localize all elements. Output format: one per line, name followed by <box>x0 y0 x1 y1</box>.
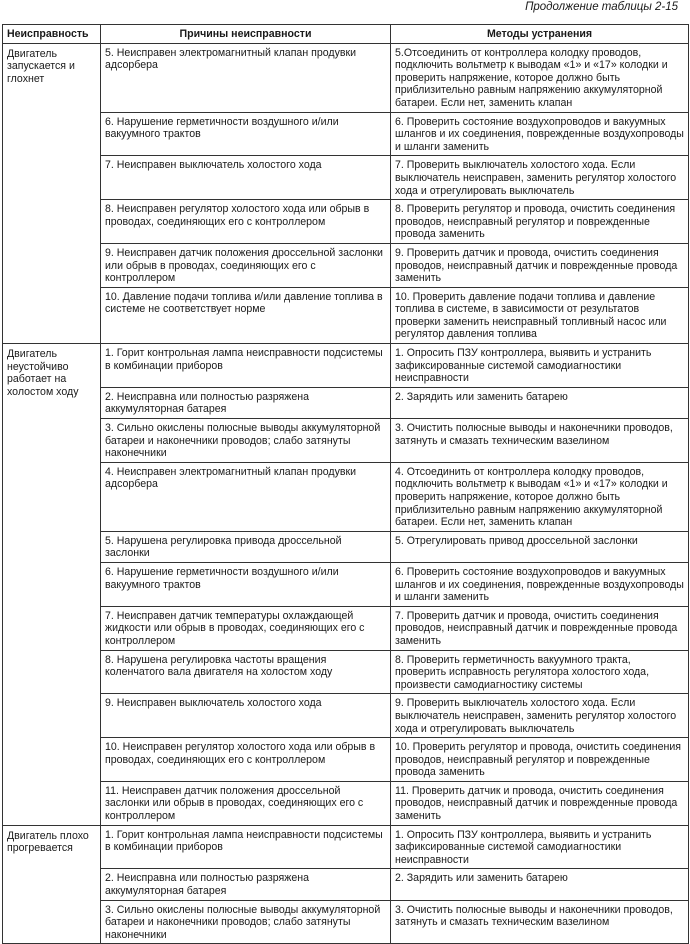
cause-cell: 4. Неисправен электромагнитный клапан продувки адсорбера <box>101 462 391 531</box>
cause-cell: 8. Нарушена регулировка частоты вращения коленчатого вала двигателя на холостом ходу <box>101 650 391 694</box>
fix-cell: 3. Очистить полюсные выводы и наконечники проводов, затянуть и смазать техническим вазелином <box>391 419 689 463</box>
table-body <box>3 43 689 944</box>
fix-cell: 7. Проверить датчик и провода, очистить соединения проводов, неисправный датчик и поврежденные провода заменить <box>391 606 689 650</box>
table-header <box>3 25 689 44</box>
continuation-label: Продолжение таблицы 2-15 <box>525 1 678 13</box>
cause-cell: 9. Неисправен датчик положения дроссельной заслонки или обрыв в проводах, соединяющих его с контроллером <box>101 243 391 287</box>
cause-cell: 3. Сильно окислены полюсные выводы аккумуляторной батареи и наконечники проводов; слабо затянуты наконечники <box>101 419 391 463</box>
table-row <box>3 387 689 418</box>
cause-cell: 7. Неисправен датчик температуры охлаждающей жидкости или обрыв в проводах, соединяющих его с контроллером <box>101 606 391 650</box>
fix-cell: 1. Опросить ПЗУ контроллера, выявить и устранить зафиксированные системой самодиагностики неисправности <box>391 825 689 869</box>
table-row <box>3 900 689 944</box>
fix-cell: 5.Отсоединить от контроллера колодку проводов, подключить вольтметр к выводам «1» и «17» колодки и проверить напряжение, которое должно быть приблизительно равным напряжению аккумуляторной батареи. Если нет, заменить клапан <box>391 43 689 112</box>
cause-cell: 7. Неисправен выключатель холостого хода <box>101 156 391 200</box>
fault-name: Двигатель запускается и глохнет <box>3 43 101 343</box>
fix-cell: 5. Отрегулировать привод дроссельной заслонки <box>391 531 689 562</box>
cause-cell: 8. Неисправен регулятор холостого хода или обрыв в проводах, соединяющих его с контроллером <box>101 200 391 244</box>
table-row <box>3 287 689 343</box>
cause-cell: 11. Неисправен датчик положения дроссельной заслонки или обрыв в проводах, соединяющих его с контроллером <box>101 781 391 825</box>
table-row <box>3 462 689 531</box>
fault-name: Двигатель плохо прогревается <box>3 825 101 944</box>
table-row <box>3 694 689 738</box>
fix-cell: 7. Проверить выключатель холостого хода. Если выключатель неисправен, заменить регулятор холостого хода и отрегулировать выключатель <box>391 156 689 200</box>
table-row <box>3 738 689 782</box>
header-cause: Причины неисправности <box>101 25 391 44</box>
cause-cell: 6. Нарушение герметичности воздушного и/или вакуумного трактов <box>101 562 391 606</box>
cause-cell: 10. Неисправен регулятор холостого хода или обрыв в проводах, соединяющих его с контроллером <box>101 738 391 782</box>
table-row <box>3 531 689 562</box>
troubleshooting-table <box>2 24 689 944</box>
table-row <box>3 650 689 694</box>
fix-cell: 8. Проверить герметичность вакуумного тракта, проверить исправность регулятора холостого хода, произвести самодиагностику системы <box>391 650 689 694</box>
table-row <box>3 869 689 900</box>
fix-cell: 2. Зарядить или заменить батарею <box>391 387 689 418</box>
fault-name: Двигатель неустойчиво работает на холостом ходу <box>3 344 101 826</box>
cause-cell: 2. Неисправна или полностью разряжена аккумуляторная батарея <box>101 387 391 418</box>
fix-cell: 1. Опросить ПЗУ контроллера, выявить и устранить зафиксированные системой самодиагностики неисправности <box>391 344 689 388</box>
cause-cell: 1. Горит контрольная лампа неисправности подсистемы в комбинации приборов <box>101 344 391 388</box>
cause-cell: 3. Сильно окислены полюсные выводы аккумуляторной батареи и наконечники проводов; слабо затянуты наконечники <box>101 900 391 944</box>
cause-cell: 5. Неисправен электромагнитный клапан продувки адсорбера <box>101 43 391 112</box>
fix-cell: 11. Проверить датчик и провода, очистить соединения проводов, неисправный датчик и поврежденные провода заменить <box>391 781 689 825</box>
table-row <box>3 825 689 869</box>
table-row <box>3 562 689 606</box>
cause-cell: 1. Горит контрольная лампа неисправности подсистемы в комбинации приборов <box>101 825 391 869</box>
header-fix: Методы устранения <box>391 25 689 44</box>
fix-cell: 10. Проверить давление подачи топлива и давление топлива в системе, в зависимости от результатов проверки заменить неисправный топливный насос или регулятор давления топлива <box>391 287 689 343</box>
fix-cell: 6. Проверить состояние воздухопроводов и вакуумных шлангов и их соединения, поврежденные воздухопроводы и шланги заменить <box>391 112 689 156</box>
fix-cell: 3. Очистить полюсные выводы и наконечники проводов, затянуть и смазать техническим вазелином <box>391 900 689 944</box>
table-row <box>3 243 689 287</box>
fix-cell: 8. Проверить регулятор и провода, очистить соединения проводов, неисправный регулятор и поврежденные провода заменить <box>391 200 689 244</box>
table-row <box>3 112 689 156</box>
fix-cell: 9. Проверить выключатель холостого хода. Если выключатель неисправен, заменить регулятор холостого хода и отрегулировать выключатель <box>391 694 689 738</box>
fix-cell: 10. Проверить регулятор и провода, очистить соединения проводов, неисправный регулятор и поврежденные провода заменить <box>391 738 689 782</box>
header-fault: Неисправность <box>3 25 101 44</box>
table-row <box>3 781 689 825</box>
table-row <box>3 344 689 388</box>
fix-cell: 4. Отсоединить от контроллера колодку проводов, подключить вольтметр к выводам «1» и «17» колодки и проверить напряжение, которое должно быть приблизительно равным напряжению аккумуляторной батареи. Если нет, заменить клапан <box>391 462 689 531</box>
cause-cell: 6. Нарушение герметичности воздушного и/или вакуумного трактов <box>101 112 391 156</box>
table-row <box>3 606 689 650</box>
cause-cell: 9. Неисправен выключатель холостого хода <box>101 694 391 738</box>
cause-cell: 10. Давление подачи топлива и/или давление топлива в системе не соответствует норме <box>101 287 391 343</box>
table-row <box>3 156 689 200</box>
cause-cell: 2. Неисправна или полностью разряжена аккумуляторная батарея <box>101 869 391 900</box>
table-row <box>3 43 689 112</box>
table-row <box>3 200 689 244</box>
table-row <box>3 419 689 463</box>
fix-cell: 9. Проверить датчик и провода, очистить соединения проводов, неисправный датчик и поврежденные провода заменить <box>391 243 689 287</box>
fix-cell: 2. Зарядить или заменить батарею <box>391 869 689 900</box>
fix-cell: 6. Проверить состояние воздухопроводов и вакуумных шлангов и их соединения, поврежденные воздухопроводы и шланги заменить <box>391 562 689 606</box>
cause-cell: 5. Нарушена регулировка привода дроссельной заслонки <box>101 531 391 562</box>
